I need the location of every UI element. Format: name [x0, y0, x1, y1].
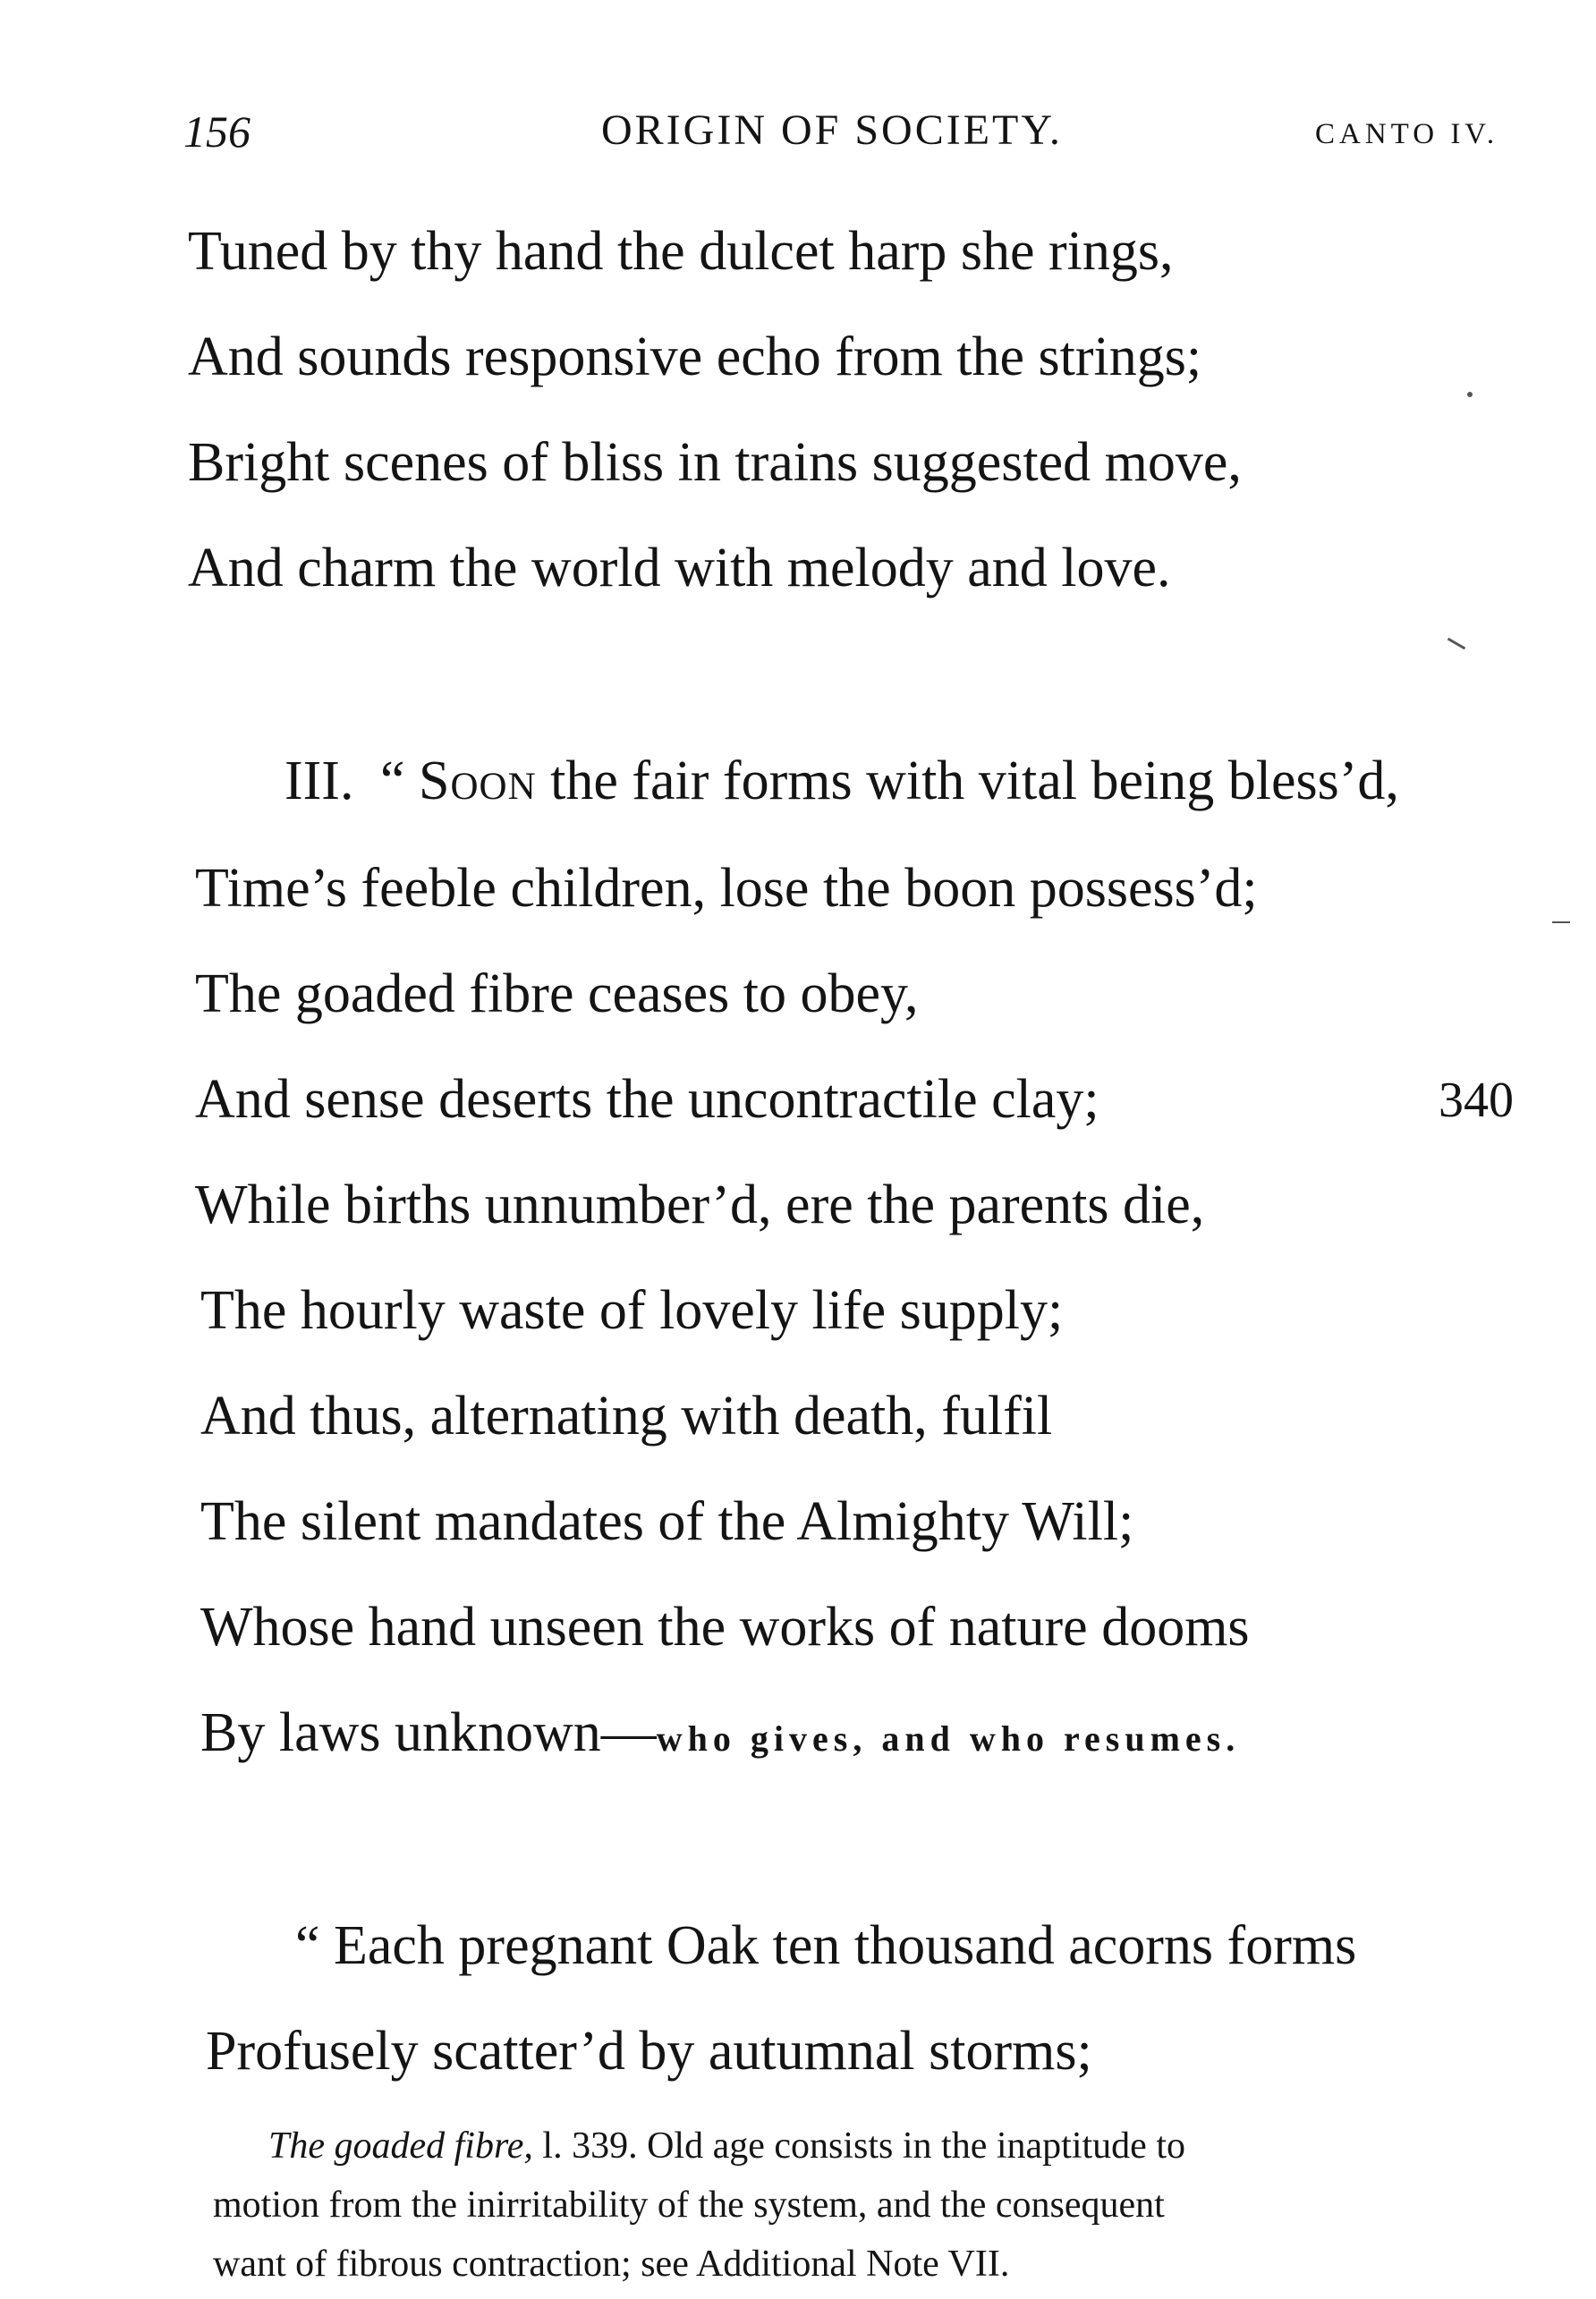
footnote-line: [268, 2127, 1185, 2165]
footnote-label: The goaded fibre,: [268, 2125, 533, 2167]
closing-line-caps: who gives, and who resumes.: [656, 1718, 1241, 1759]
paper-speck: [1467, 392, 1473, 397]
canto-label: CANTO IV.: [1315, 118, 1499, 150]
paper-speck: [1552, 921, 1570, 923]
verse-line: And sounds responsive echo from the strings;: [188, 327, 1202, 387]
verse-line: And charm the world with melody and love.: [188, 538, 1171, 598]
verse-line: While births unnumber’d, ere the parents die,: [195, 1175, 1205, 1235]
small-caps-word: Soon: [418, 751, 537, 811]
verse-line: The goaded fibre ceases to obey,: [195, 963, 919, 1024]
verse-line: Profusely scatter’d by autumnal storms;: [206, 2021, 1092, 2082]
page-number: 156: [183, 106, 250, 157]
line-number: 340: [1439, 1073, 1514, 1128]
verse-line: The silent mandates of the Almighty Will;: [200, 1491, 1134, 1552]
verse-line: “ Each pregnant Oak ten thousand acorns forms: [295, 1915, 1357, 1976]
verse-line: The hourly waste of lovely life supply;: [200, 1280, 1064, 1341]
opening-line-rest: the fair forms with vital being bless’d,: [550, 751, 1399, 811]
stanza-numeral: III.: [284, 751, 354, 811]
running-title: ORIGIN OF SOCIETY.: [601, 106, 1063, 154]
footnote-line: motion from the inirritability of the system, and the consequent: [213, 2184, 1165, 2226]
stanza-closing-line: [200, 1702, 1241, 1763]
closing-line-text: By laws unknown—: [200, 1702, 657, 1763]
footnote-text: l. 339. Old age consists in the inaptitude to: [542, 2125, 1185, 2167]
verse-line: Bright scenes of bliss in trains suggested move,: [188, 432, 1242, 493]
verse-line: And thus, alternating with death, fulfil: [200, 1386, 1053, 1446]
stanza-opening-line: [284, 753, 1399, 809]
paper-speck: [1447, 638, 1466, 650]
footnote-line: want of fibrous contraction; see Additional Note VII.: [213, 2244, 1010, 2285]
verse-line: Tuned by thy hand the dulcet harp she rings,: [188, 221, 1174, 282]
verse-line: Time’s feeble children, lose the boon possess’d;: [195, 858, 1258, 919]
verse-line: Whose hand unseen the works of nature dooms: [200, 1597, 1250, 1658]
opening-quote: “: [379, 751, 405, 811]
verse-line: And sense deserts the uncontractile clay;: [195, 1069, 1099, 1130]
